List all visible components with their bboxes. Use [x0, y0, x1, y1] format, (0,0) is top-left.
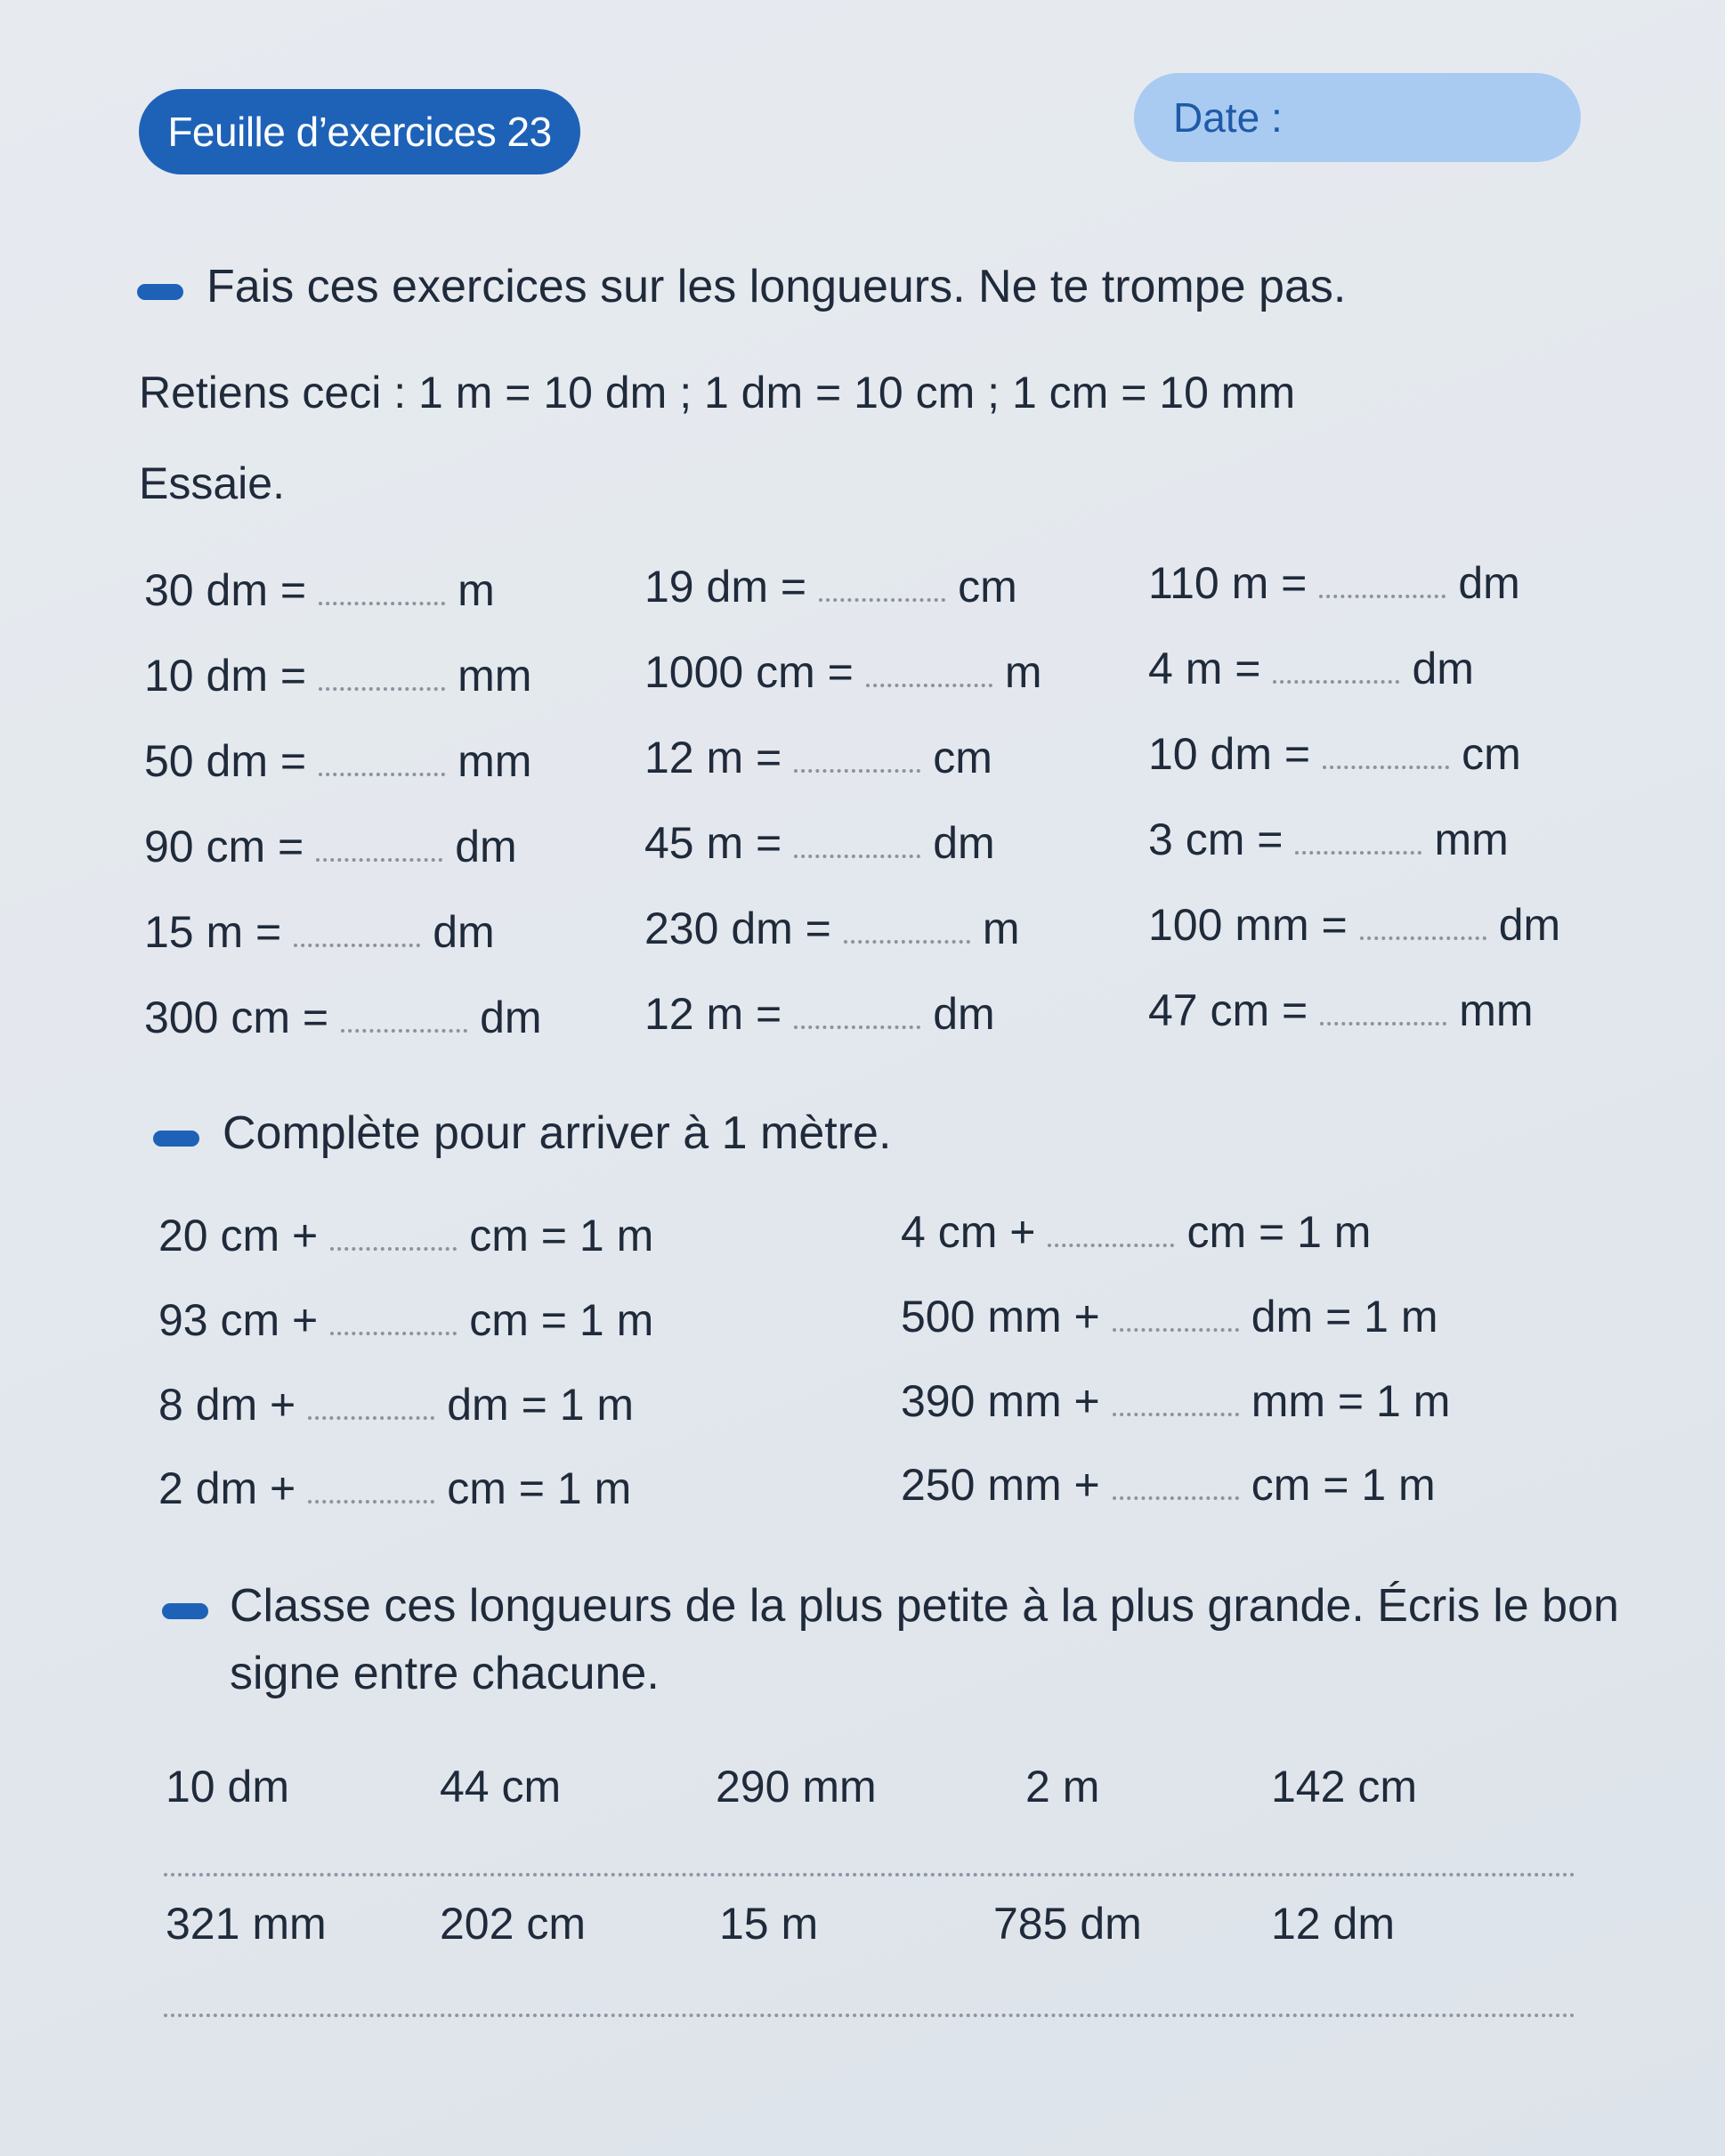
conversion-exercise [1148, 808, 1509, 871]
exercise-right: cm = 1 m [469, 1211, 654, 1260]
exercise-unit: cm [958, 562, 1017, 612]
exercise-left: 100 mm = [1148, 900, 1348, 950]
answer-blank[interactable] [308, 1411, 434, 1420]
answer-blank[interactable] [1319, 589, 1446, 598]
conversion-exercise [644, 726, 992, 789]
answer-blank[interactable] [319, 682, 445, 691]
exercise-left: 20 cm + [158, 1211, 319, 1260]
conversion-exercise [1148, 723, 1521, 785]
exercise-right: mm = 1 m [1251, 1376, 1451, 1426]
answer-line[interactable] [164, 2014, 1575, 2017]
unit-reminder: Retiens ceci : 1 m = 10 dm ; 1 dm = 10 cm ; 1 cm = 10 mm [139, 368, 1296, 417]
conversion-exercise [644, 641, 1042, 703]
answer-blank[interactable] [1295, 846, 1421, 855]
length-value: 10 dm [166, 1762, 289, 1812]
exercise-left: 12 m = [644, 989, 782, 1039]
exercise-left: 4 m = [1148, 644, 1261, 693]
answer-blank[interactable] [794, 1020, 920, 1029]
exercise-unit: mm [458, 651, 532, 701]
conversion-exercise [644, 812, 995, 874]
exercise-left: 390 mm + [901, 1376, 1100, 1426]
answer-line[interactable] [164, 1873, 1575, 1876]
meter-completion-exercise [158, 1457, 631, 1520]
answer-blank[interactable] [341, 1024, 467, 1033]
exercise-left: 90 cm = [144, 822, 304, 871]
exercise-unit: dm [455, 822, 517, 871]
exercise-right: cm = 1 m [469, 1295, 654, 1345]
answer-blank[interactable] [1113, 1323, 1239, 1332]
meter-completion-exercise [158, 1204, 653, 1267]
exercise-unit: m [1004, 647, 1042, 697]
answer-blank[interactable] [319, 596, 445, 605]
exercise-left: 45 m = [644, 818, 782, 868]
exercise-left: 250 mm + [901, 1460, 1100, 1510]
exercise-left: 500 mm + [901, 1292, 1100, 1341]
exercise-left: 12 m = [644, 733, 782, 782]
exercise-right: cm = 1 m [1186, 1207, 1372, 1257]
section-bullet-icon [137, 284, 183, 300]
exercise-left: 4 cm + [901, 1207, 1036, 1257]
answer-blank[interactable] [794, 849, 920, 858]
exercise-left: 50 dm = [144, 736, 307, 786]
conversion-exercise [1148, 979, 1534, 1042]
answer-blank[interactable] [1048, 1238, 1174, 1247]
exercise-unit: dm [480, 993, 542, 1042]
exercise-left: 2 dm + [158, 1463, 296, 1513]
conversion-exercise [644, 897, 1020, 960]
conversion-exercise [1148, 637, 1474, 700]
exercise-unit: m [982, 904, 1020, 953]
conversion-exercise [144, 815, 517, 878]
length-value: 15 m [719, 1899, 819, 1949]
exercise-left: 19 dm = [644, 562, 807, 612]
exercise-unit: m [458, 565, 495, 615]
exercise-left: 3 cm = [1148, 815, 1284, 864]
exercise-left: 110 m = [1148, 558, 1308, 608]
section3-instruction-line1: Classe ces longueurs de la plus petite à la plus grande. Écris le bon [230, 1580, 1619, 1632]
exercise-unit: cm [1462, 729, 1521, 779]
meter-completion-exercise [901, 1285, 1438, 1348]
exercise-left: 47 cm = [1148, 985, 1308, 1035]
section2-instruction: Complète pour arriver à 1 mètre. [223, 1107, 892, 1159]
answer-blank[interactable] [1323, 760, 1449, 769]
answer-blank[interactable] [866, 678, 992, 687]
section-bullet-icon [153, 1131, 199, 1147]
conversion-exercise [1148, 552, 1520, 614]
length-value: 785 dm [993, 1899, 1142, 1949]
answer-blank[interactable] [1113, 1491, 1239, 1500]
exercise-unit: mm [458, 736, 532, 786]
conversion-exercise [644, 555, 1017, 618]
worksheet-title-badge: Feuille d’exercices 23 [139, 89, 580, 174]
answer-blank[interactable] [844, 935, 970, 944]
try-label: Essaie. [139, 458, 285, 508]
exercise-right: dm = 1 m [1251, 1292, 1438, 1341]
meter-completion-exercise [158, 1289, 653, 1351]
exercise-unit: dm [1458, 558, 1520, 608]
answer-blank[interactable] [794, 764, 920, 773]
conversion-exercise [144, 644, 531, 707]
exercise-unit: mm [1459, 985, 1534, 1035]
length-value: 321 mm [166, 1899, 327, 1949]
answer-blank[interactable] [316, 853, 442, 862]
length-value: 202 cm [440, 1899, 586, 1949]
section-bullet-icon [162, 1603, 208, 1619]
answer-blank[interactable] [330, 1326, 457, 1335]
conversion-exercise [144, 986, 542, 1049]
exercise-unit: dm [433, 907, 495, 957]
meter-completion-exercise [901, 1201, 1371, 1263]
exercise-left: 1000 cm = [644, 647, 854, 697]
section3-instruction-line2: signe entre chacune. [230, 1648, 660, 1699]
conversion-exercise [644, 983, 995, 1045]
conversion-exercise [144, 901, 495, 963]
meter-completion-exercise [158, 1374, 634, 1436]
exercise-unit: dm [933, 989, 995, 1039]
answer-blank[interactable] [1320, 1017, 1446, 1025]
exercise-left: 15 m = [144, 907, 282, 957]
date-field[interactable]: Date : [1134, 73, 1581, 162]
exercise-right: cm = 1 m [1251, 1460, 1436, 1510]
length-value: 2 m [1025, 1762, 1100, 1812]
conversion-exercise [144, 559, 495, 621]
answer-blank[interactable] [1113, 1407, 1239, 1416]
length-value: 44 cm [440, 1762, 562, 1812]
exercise-left: 300 cm = [144, 993, 329, 1042]
answer-blank[interactable] [1360, 931, 1486, 940]
answer-blank[interactable] [294, 938, 420, 947]
exercise-left: 30 dm = [144, 565, 307, 615]
exercise-right: dm = 1 m [447, 1380, 635, 1430]
exercise-left: 10 dm = [1148, 729, 1311, 779]
exercise-unit: mm [1434, 815, 1509, 864]
conversion-exercise [144, 730, 531, 792]
section1-instruction: Fais ces exercices sur les longueurs. Ne te trompe pas. [207, 261, 1347, 312]
length-value: 12 dm [1271, 1899, 1395, 1949]
answer-blank[interactable] [1273, 675, 1399, 684]
exercise-unit: dm [1498, 900, 1561, 950]
meter-completion-exercise [901, 1454, 1436, 1516]
exercise-right: cm = 1 m [447, 1463, 632, 1513]
exercise-unit: cm [933, 733, 992, 782]
answer-blank[interactable] [330, 1242, 457, 1251]
exercise-left: 10 dm = [144, 651, 307, 701]
exercise-left: 93 cm + [158, 1295, 319, 1345]
answer-blank[interactable] [319, 767, 445, 776]
exercise-left: 8 dm + [158, 1380, 296, 1430]
conversion-exercise [1148, 894, 1560, 956]
exercise-unit: dm [1412, 644, 1474, 693]
exercise-left: 230 dm = [644, 904, 831, 953]
meter-completion-exercise [901, 1370, 1450, 1432]
length-value: 290 mm [716, 1762, 877, 1812]
answer-blank[interactable] [308, 1495, 434, 1504]
answer-blank[interactable] [819, 593, 945, 602]
exercise-unit: dm [933, 818, 995, 868]
length-value: 142 cm [1271, 1762, 1417, 1812]
